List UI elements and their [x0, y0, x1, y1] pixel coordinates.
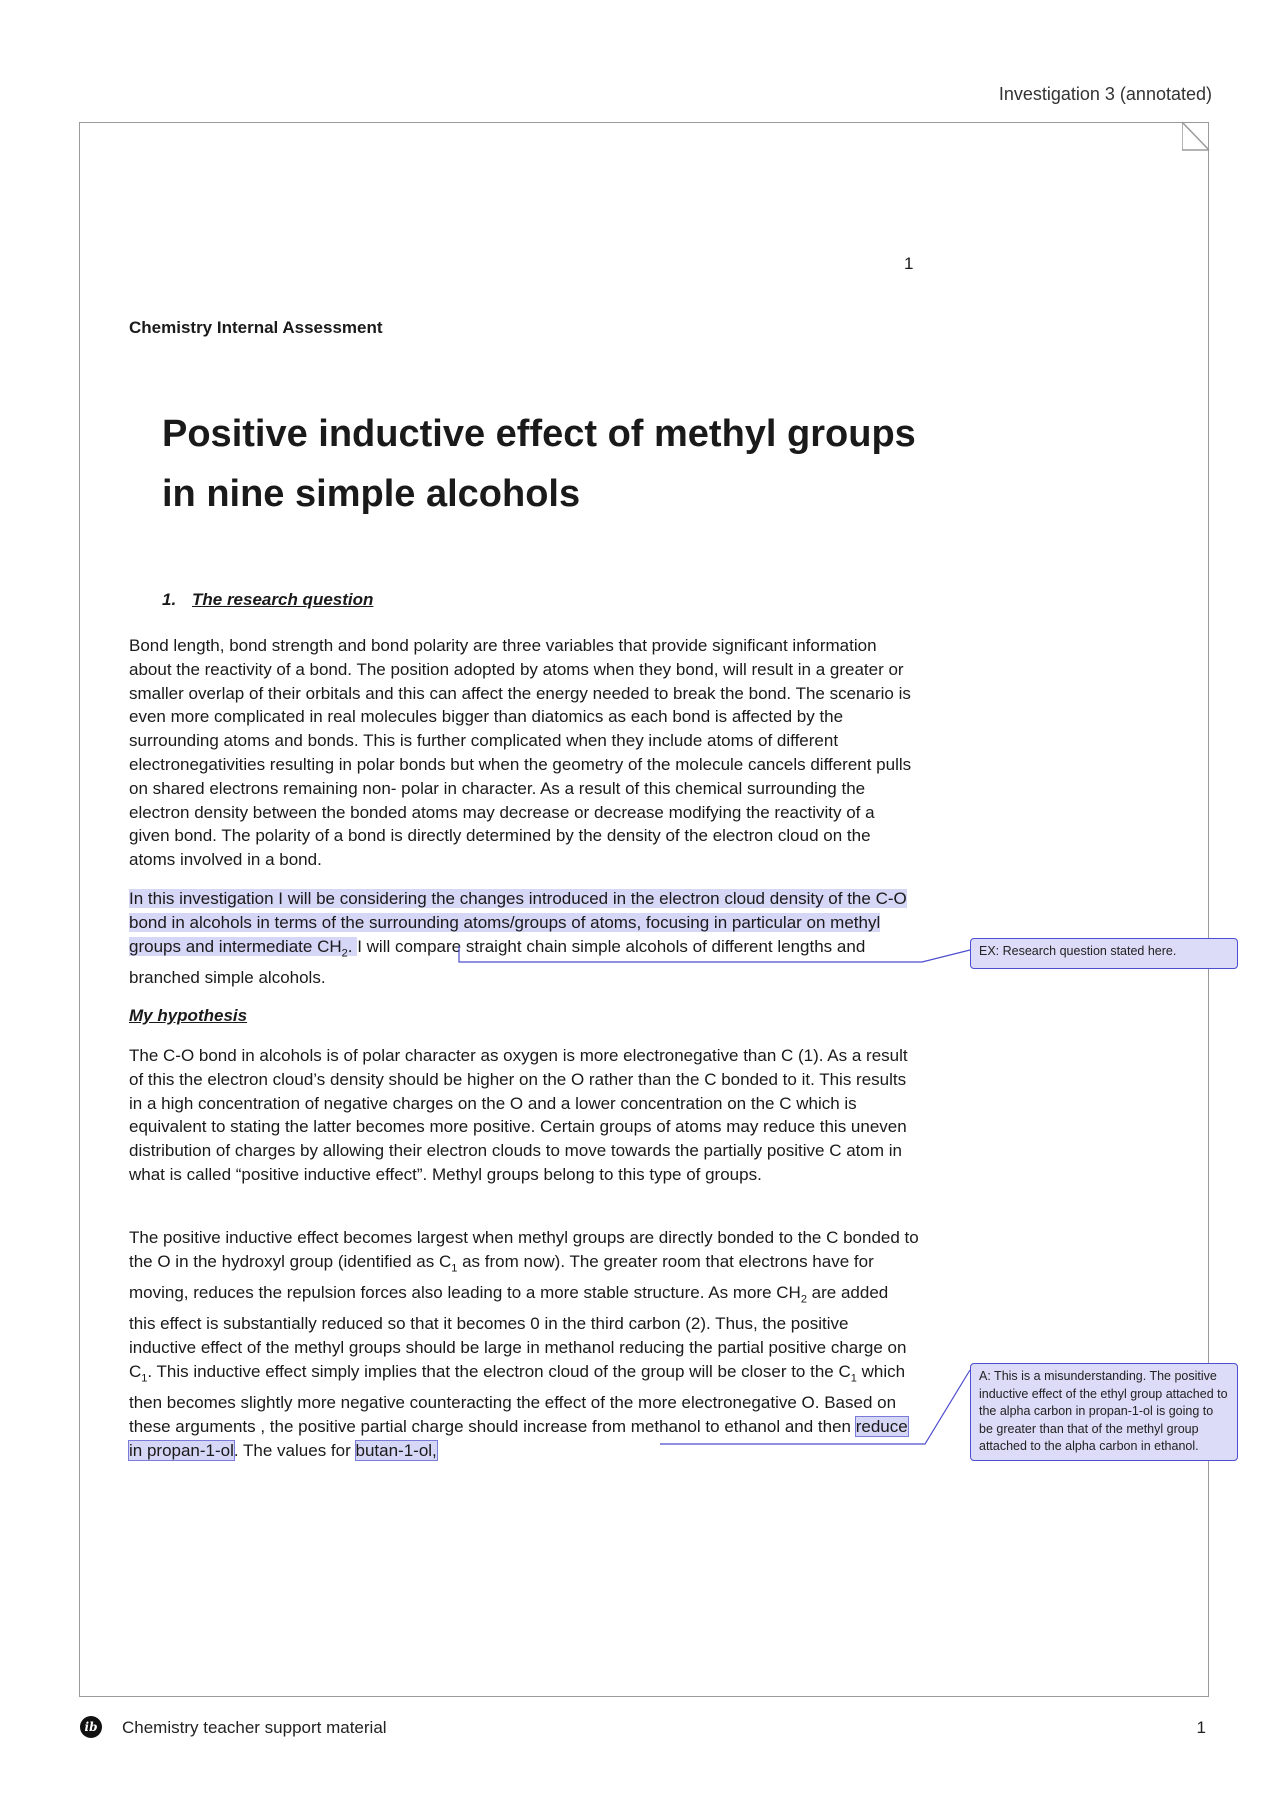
text-run: The positive inductive effect becomes largest when methyl groups are directly bonded to the C bonded to the O in the hydroxyl group (identified as C: [129, 1228, 919, 1271]
subscript: 1: [141, 1372, 148, 1385]
highlight-text: In this investigation I will be considering the changes introduced in the electron cloud density of the C-O bond in alcohols in terms of the surrounding atoms/groups of atoms, focusing in particular on methyl groups and intermediate CH: [129, 889, 907, 956]
document-label: Investigation 3 (annotated): [998, 84, 1212, 104]
connector-line-2: [660, 1370, 970, 1444]
subscript: 1: [451, 1262, 458, 1275]
footer-page-number: 1: [1196, 1718, 1206, 1737]
title-line-1: Positive inductive effect of methyl groups: [162, 413, 916, 455]
paragraph-text: I will compare straight chain simple alcohols of different lengths and branched simple alcohols.: [129, 936, 866, 987]
connector-line-1: [459, 946, 970, 962]
hypothesis-heading: My hypothesis: [129, 1006, 248, 1025]
highlight-butan-1-ol[interactable]: butan-1-ol,: [355, 1440, 437, 1460]
comment-research-question[interactable]: EX: Research question stated here.: [970, 938, 1238, 969]
highlight-propan-1-ol[interactable]: reduce in propan-1-ol: [129, 1416, 908, 1460]
subscript: 1: [850, 1372, 857, 1385]
research-paragraph-1: Bond length, bond strength and bond polarity are three variables that provide significant information about the reactivity of a bond. The position adopted by atoms when they bond, will result in a greater or smaller overlap of their orbitals and this can affect the energy needed to break the bond. The scenario is even more complicated in real molecules bigger than diatomics as each bond is affected by the surrounding atoms and bonds. This is further complicated when they include atoms of different electronegativities resulting in polar bonds but when the geometry of the molecule cancels different pulls on shared electrons remaining non- polar in character. As a result of this chemical surrounding the electron density between the bonded atoms may decrease or decrease modifying the reactivity of a given bond. The polarity of a bond is directly determined by the density of the electron cloud on the atoms involved in a bond.: [129, 636, 912, 870]
text-run: . The values for: [233, 1440, 356, 1460]
text-run: are added this effect is substantially reduced so that it becomes 0 in the third carbon (2). Thus, the positive inductive effect of the methyl groups should be large in methanol reducing the partial positive charge on C: [129, 1282, 907, 1381]
text-run: as from now). The greater room that electrons have for moving, reduces the repulsion forces also leading to a more stable structure. As more CH: [129, 1251, 874, 1302]
section-heading: Chemistry Internal Assessment: [129, 318, 383, 337]
ib-logo: ib: [80, 1716, 102, 1738]
title-line-2: in nine simple alcohols: [162, 473, 581, 515]
heading-label: The research question: [192, 590, 374, 609]
highlight-text-end: .: [347, 936, 358, 956]
subscript: 2: [341, 946, 348, 959]
heading-number: 1.: [162, 590, 177, 609]
footer-text: Chemistry teacher support material: [122, 1718, 387, 1737]
hypothesis-paragraph-1: The C-O bond in alcohols is of polar character as oxygen is more electronegative than C (1). As a result of this the electron cloud’s density should be higher on the O rather than the C bonded to it. This results in a high concentration of negative charges on the O and a lower concentration on the C which is equivalent to stating the latter becomes more positive. Certain groups of atoms may reduce this uneven distribution of charges by allowing their electron clouds to move towards the partially positive C atom in what is called “positive inductive effect”. Methyl groups belong to this type of groups.: [129, 1046, 908, 1184]
subscript: 2: [800, 1293, 807, 1306]
page-number: 1: [904, 254, 914, 273]
comment-misunderstanding[interactable]: A: This is a misunderstanding. The positive inductive effect of the ethyl group attached to the alpha carbon in propan-1-ol is going to be greater than that of the methyl group attached to the alpha carbon in ethanol.: [970, 1363, 1238, 1461]
text-run: which then becomes slightly more negative counteracting the effect of the more electronegative O. Based on these arguments , the positive partial charge should increase from methanol to ethanol and then: [129, 1361, 906, 1436]
text-run: . This inductive effect simply implies that the electron cloud of the group will be closer to the C: [147, 1361, 851, 1381]
